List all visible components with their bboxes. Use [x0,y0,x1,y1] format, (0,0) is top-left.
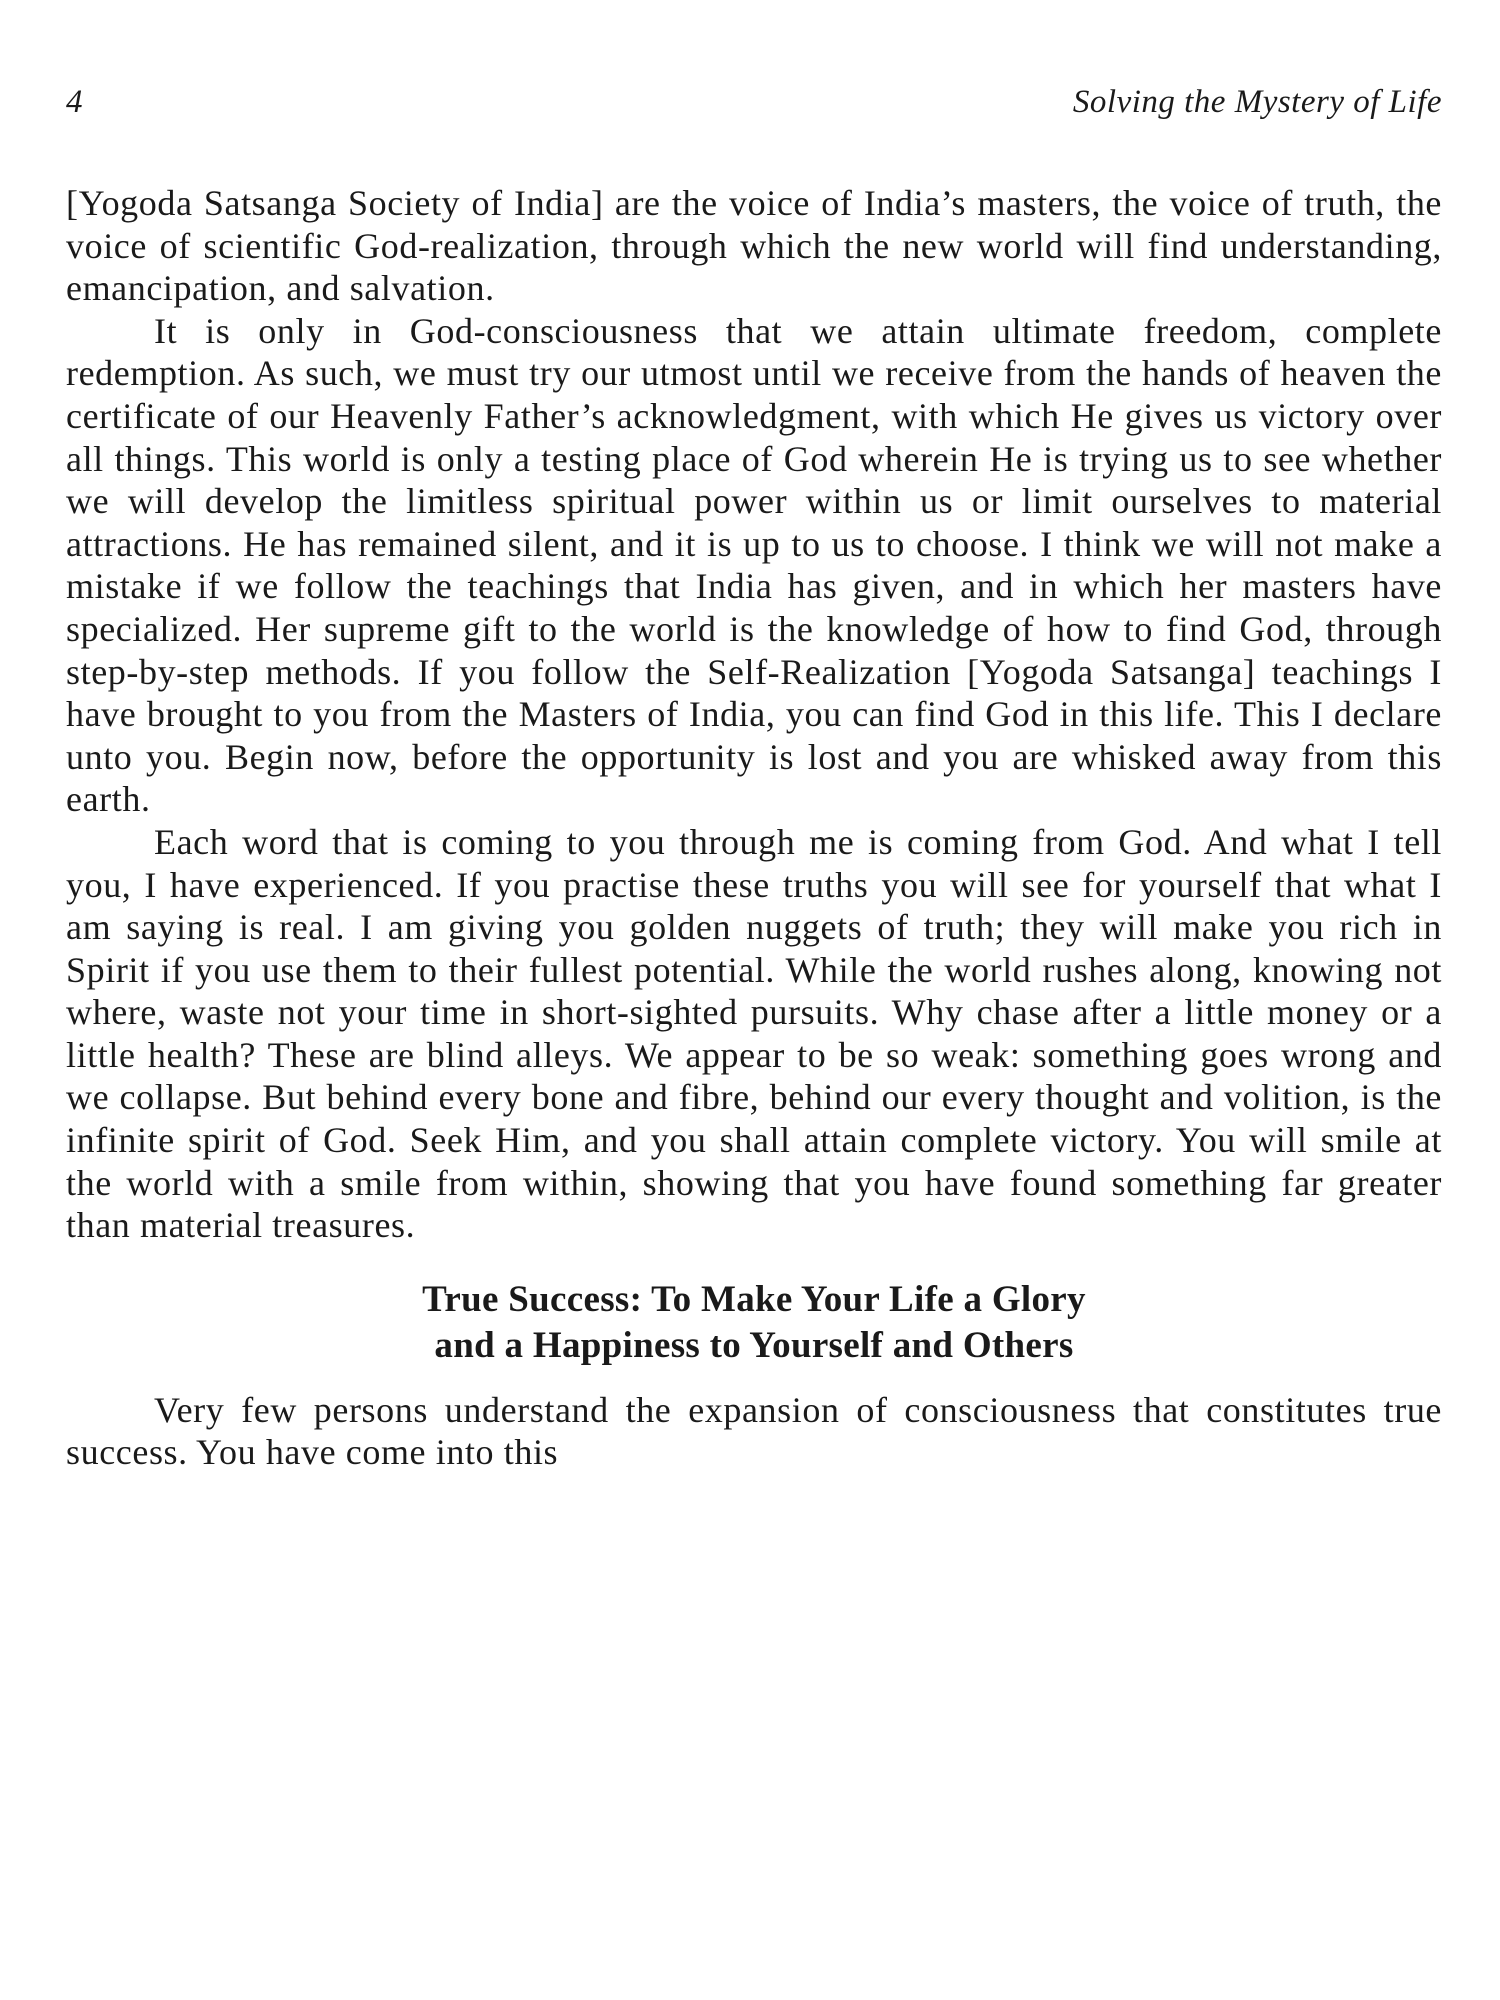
section-heading [66,1277,1442,1369]
section-heading-line-2: and a Happiness to Yourself and Others [434,1324,1074,1366]
book-page [66,0,1442,2000]
running-head [66,82,1442,122]
paragraph-god-consciousness: It is only in God-consciousness that we attain ultimate freedom, complete redemption. As such, we must try our utmost until we receive from the hands of heaven the certificate of our Heavenly Father’s acknowledgment, with which He gives us victory over all things. This world is only a testing place of God wherein He is trying us to see whether we will develop the limitless spiritual power within us or limit ourselves to material attractions. He has remained silent, and it is up to us to choose. I think we will not make a mistake if we follow the teachings that India has given, and in which her masters have specialized. Her supreme gift to the world is the knowledge of how to find God, through step-by-step methods. If you follow the Self-Realization [Yogoda Satsanga] teachings I have brought to you from the Masters of India, you can find God in this life. This I declare unto you. Begin now, before the opportunity is lost and you are whisked away from this earth. [66,310,1442,820]
body-text [66,182,1442,1474]
section-heading-line-1: True Success: To Make Your Life a Glory [422,1278,1086,1320]
page-number: 4 [66,84,83,120]
paragraph-true-success: Very few persons understand the expansion of consciousness that constitutes true success. You have come into this [66,1389,1442,1473]
paragraph-continued: [Yogoda Satsanga Society of India] are the voice of India’s masters, the voice of truth, the voice of scientific God-realization, through which the new world will find understanding, emancipation, and salvation. [66,183,1442,309]
paragraph-each-word: Each word that is coming to you through me is coming from God. And what I tell you, I have experienced. If you practise these truths you will see for yourself that what I am saying is real. I am giving you golden nuggets of truth; they will make you rich in Spirit if you use them to their fullest potential. While the world rushes along, knowing not where, waste not your time in short-sighted pursuits. Why chase after a little money or a little health? These are blind alleys. We appear to be so weak: something goes wrong and we collapse. But behind every bone and fibre, behind our every thought and volition, is the infinite spirit of God. Seek Him, and you shall attain complete victory. You will smile at the world with a smile from within, showing that you have found something far greater than material treasures. [66,821,1442,1246]
running-title: Solving the Mystery of Life [1072,84,1442,120]
